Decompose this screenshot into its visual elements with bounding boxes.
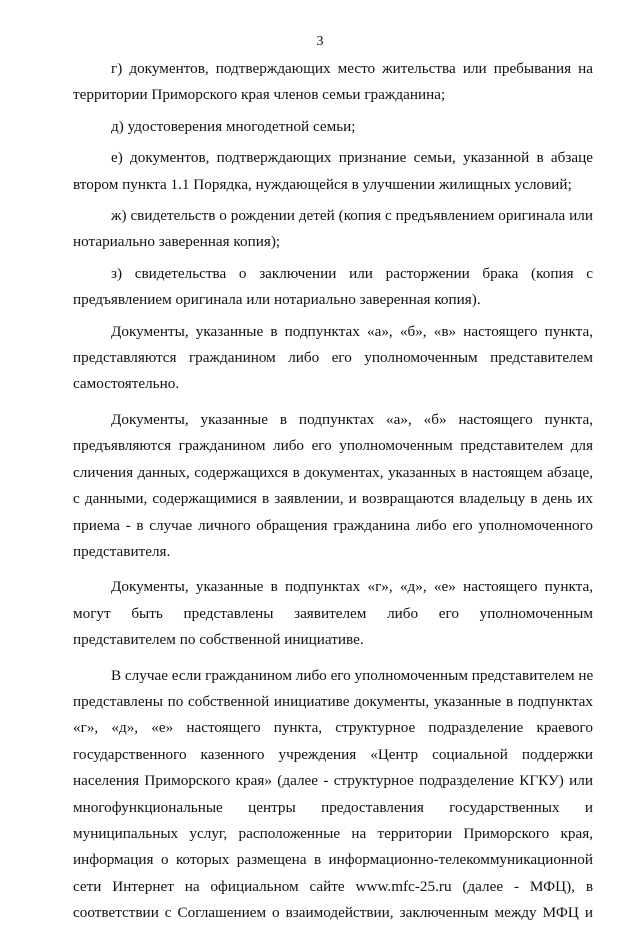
text-line: нотариально заверенная копия); — [73, 233, 281, 251]
paragraph-subitem-g — [73, 56, 593, 109]
text-line: самостоятельно. — [73, 375, 180, 393]
text-line: сличения данных, содержащихся в документах, указанных в настоящем абзаце, — [73, 463, 593, 481]
text-line: могут быть представлены заявителем либо его уполномоченным — [73, 604, 593, 622]
text-line: представляются гражданином либо его уполномоченным представителем — [73, 349, 593, 367]
document-body — [73, 56, 593, 927]
page-number: 3 — [316, 34, 324, 49]
text-line: с данными, содержащимися в заявлении, и возвращаются владельцу в день их — [73, 490, 593, 508]
paragraph-subitem-zh — [73, 203, 593, 256]
paragraph-subitem-z — [73, 261, 593, 314]
text-line: «г», «д», «е» настоящего пункта, структурное подразделение краевого — [73, 719, 593, 737]
text-line: Документы, указанные в подпунктах «а», «б», «в» настоящего пункта, — [111, 322, 593, 340]
paragraph-case-not-submitted — [73, 663, 593, 927]
text-line: государственного казенного учреждения «Центр социальной поддержки — [73, 745, 593, 763]
text-line: д) удостоверения многодетной семьи; — [111, 117, 356, 135]
text-line: многофункциональные центры предоставления государственных и — [73, 798, 593, 816]
paragraph-subitem-e — [73, 145, 593, 198]
text-line: е) документов, подтверждающих признание семьи, указанной в абзаце — [111, 149, 593, 167]
text-line: втором пункта 1.1 Порядка, нуждающейся в улучшении жилищных условий; — [73, 175, 572, 193]
text-line: ж) свидетельств о рождении детей (копия с предъявлением оригинала или — [111, 207, 593, 225]
text-line: информация о которых размещена в информационно-телекоммуникационной — [73, 851, 593, 869]
text-line: представителем по собственной инициативе. — [73, 631, 364, 649]
paragraph-documents-ab — [73, 407, 593, 565]
text-line: Документы, указанные в подпунктах «а», «б» настоящего пункта, — [111, 410, 593, 428]
text-line: территории Приморского края членов семьи гражданина; — [73, 86, 446, 104]
text-line: з) свидетельства о заключении или расторжении брака (копия с — [111, 264, 593, 282]
text-line: г) документов, подтверждающих место жительства или пребывания на — [111, 60, 593, 77]
text-line: приема - в случае личного обращения гражданина либо его уполномоченного — [73, 516, 593, 534]
text-line: представителя. — [73, 542, 171, 560]
text-line: населения Приморского края» (далее - структурное подразделение КГКУ) или — [73, 772, 593, 790]
text-line: соответствии с Соглашением о взаимодействии, заключенным между МФЦ и — [73, 904, 593, 922]
text-line: В случае если гражданином либо его уполномоченным представителем не — [111, 666, 594, 684]
text-line: представлены по собственной инициативе документы, указанные в подпунктах — [73, 692, 593, 710]
text-line: сети Интернет на официальном сайте www.mfc-25.ru (далее - МФЦ), в — [73, 877, 593, 895]
text-line: предъявлением оригинала или нотариально заверенная копия). — [73, 291, 481, 309]
paragraph-documents-gde — [73, 574, 593, 653]
text-line: Документы, указанные в подпунктах «г», «д», «е» настоящего пункта, — [111, 578, 593, 596]
text-line: муниципальных услуг, расположенные на территории Приморского края, — [73, 824, 593, 842]
paragraph-documents-abv — [73, 319, 593, 398]
text-line: предъявляются гражданином либо его уполномоченным представителем для — [73, 437, 593, 455]
paragraph-subitem-d — [73, 114, 593, 140]
